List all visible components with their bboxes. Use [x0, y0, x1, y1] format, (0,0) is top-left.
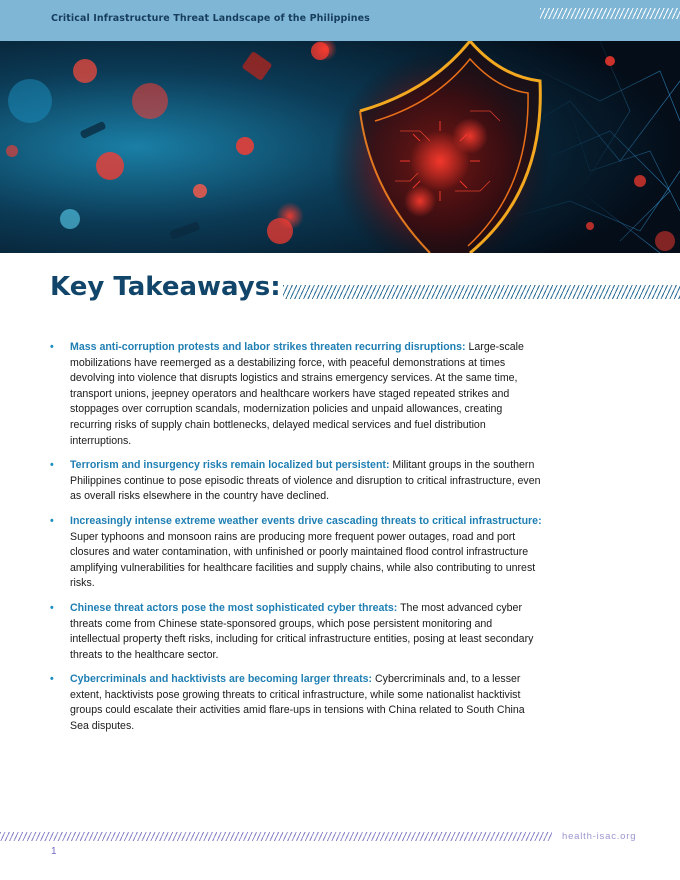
header-bar	[0, 0, 680, 41]
list-item	[50, 458, 545, 505]
footer-website-link[interactable]: health-isac.org	[562, 831, 637, 842]
list-item	[50, 672, 545, 734]
takeaway-lead: Mass anti-corruption protests and labor strikes threaten recurring disruptions:	[70, 341, 466, 353]
title-hatch-decoration	[283, 285, 680, 299]
list-item	[50, 340, 545, 449]
bullet-icon: •	[50, 601, 54, 614]
takeaway-lead: Cybercriminals and hacktivists are becoming larger threats:	[70, 673, 373, 686]
bullet-icon: •	[50, 514, 54, 527]
takeaway-lead: Terrorism and insurgency risks remain localized but persistent:	[70, 459, 390, 472]
takeaway-body: Militant groups in the southern Philippines continue to pose episodic threats of violence and disruption to critical infrastructure, even as overall risks elsewhere in the country have declined.	[70, 459, 541, 503]
page-number: 1	[51, 846, 57, 857]
takeaway-body: Super typhoons and monsoon rains are producing more frequent power outages, road and port closures and water contamination, with unfinished or poorly maintained flood control infrastructure amplifying vulnerabilities for healthcare facilities and supply chains, while also contributing to unrest risks.	[70, 530, 536, 590]
header-hatch-decoration	[540, 8, 680, 19]
hero-image	[0, 41, 680, 253]
takeaway-lead: Increasingly intense extreme weather events drive cascading threats to critical infrastructure:	[70, 514, 542, 527]
takeaway-body: Large-scale mobilizations have reemerged as a destabilizing force, with peaceful demonstrations at times devolving into violence that disrupts logistics and strains emergency services. At the same time, transport unions, jeepney operators and healthcare workers have staged repeated strikes and stoppages over corruption scandals, modernization policies and unpaid allowances, creating recurring risks of supply chain bottlenecks, delayed medical services and fuel distribution interruptions.	[70, 341, 524, 447]
takeaway-body: The most advanced cyber threats come from Chinese state-sponsored groups, which pose persistent monitoring and intellectual property theft risks, including for critical infrastructure entities, posing at least secondary threats to the healthcare sector.	[70, 601, 534, 661]
takeaway-lead: Chinese threat actors pose the most sophisticated cyber threats:	[70, 601, 398, 614]
bullet-icon: •	[50, 459, 54, 472]
bullet-icon: •	[50, 341, 54, 353]
takeaway-body: Cybercriminals and, to a lesser extent, hacktivists pose growing threats to critical infrastructure, while some nationalist hacktivist groups could escalate their activities amid flare-ups in tensions with China related to South China Sea disputes.	[70, 673, 525, 733]
section-title: Key Takeaways:	[50, 272, 281, 302]
bullet-icon: •	[50, 673, 54, 686]
list-item	[50, 601, 545, 663]
takeaways-list	[50, 340, 545, 744]
list-item	[50, 514, 545, 592]
document-title: Critical Infrastructure Threat Landscape of the Philippines	[51, 13, 370, 24]
cyber-shield-illustration-icon	[0, 41, 680, 253]
footer-hatch-decoration	[0, 832, 552, 841]
